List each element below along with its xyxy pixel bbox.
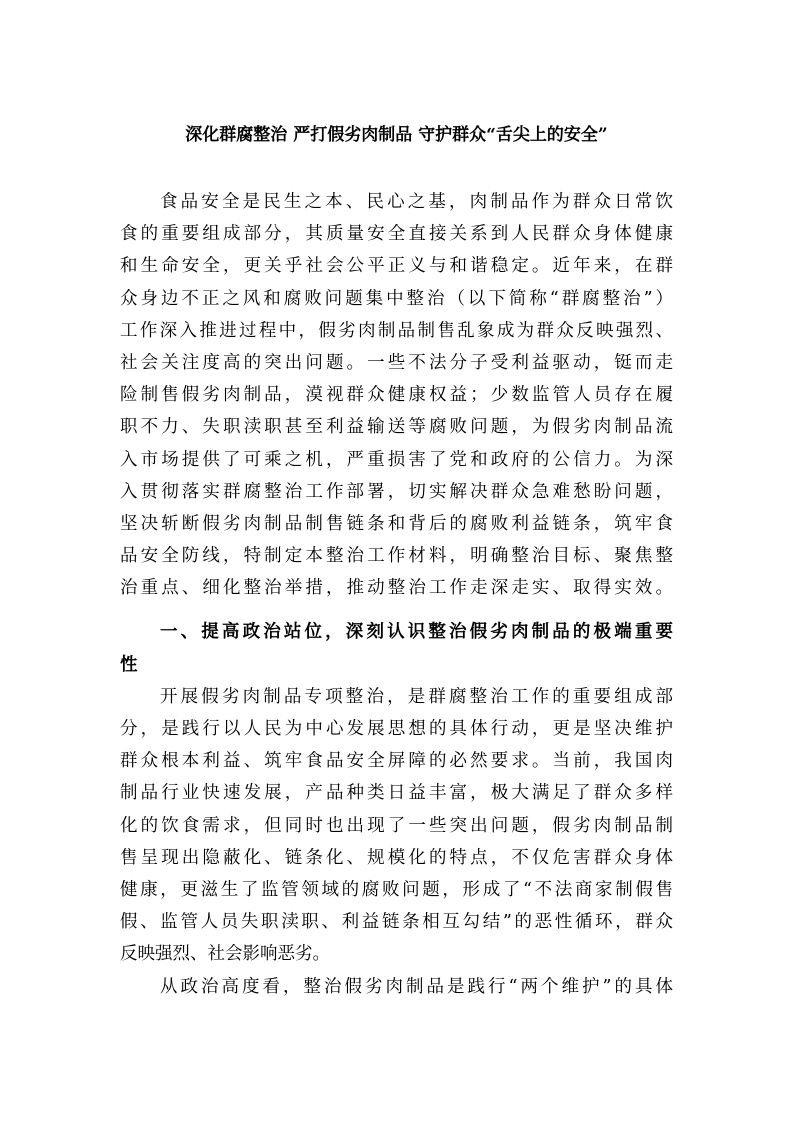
intro-line: 工作深入推进过程中，假劣肉制品制售乱象成为群众反映强烈、 xyxy=(120,320,673,341)
intro-line: 和生命安全，更关乎社会公平正义与和谐稳定。近年来，在群 xyxy=(120,256,673,277)
paragraph-spacer xyxy=(120,604,673,616)
section-1-paragraph-1 xyxy=(120,681,673,971)
intro-line: 众身边不正之风和腐败问题集中整治（以下简称“群腐整治”） xyxy=(120,288,673,309)
intro-line: 食品安全是民生之本、民心之基，肉制品作为群众日常饮 xyxy=(160,192,673,212)
paragraph-line: 健康，更滋生了监管领域的腐败问题，形成了“不法商家制假售 xyxy=(120,879,673,900)
intro-line: 坚决斩断假劣肉制品制售链条和背后的腐败利益链条，筑牢食 xyxy=(120,513,673,534)
intro-line: 险制售假劣肉制品，漠视群众健康权益；少数监管人员存在履 xyxy=(120,385,673,406)
intro-line: 职不力、失职渎职甚至利益输送等腐败问题，为假劣肉制品流 xyxy=(120,417,673,438)
intro-line: 入贯彻落实群腐整治工作部署，切实解决群众急难愁盼问题， xyxy=(120,481,673,502)
intro-line: 食的重要组成部分，其质量安全直接关系到人民群众身体健康 xyxy=(120,224,673,245)
paragraph-line: 假、监管人员失职渎职、利益链条相互勾结”的恶性循环，群众 xyxy=(120,912,673,933)
paragraph-line: 从政治高度看，整治假劣肉制品是践行“两个维护”的具体 xyxy=(160,976,673,997)
paragraph-line: 群众根本利益、筑牢食品安全屏障的必然要求。当前，我国肉 xyxy=(120,751,673,772)
document-title: 深化群腐整治 严打假劣肉制品 守护群众“舌尖上的安全” xyxy=(185,125,608,145)
intro-line: 社会关注度高的突出问题。一些不法分子受利益驱动，铤而走 xyxy=(120,352,673,373)
paragraph-line: 分，是践行以人民为中心发展思想的具体行动，更是坚决维护 xyxy=(120,719,673,739)
intro-line: 治重点、细化整治举措，推动整治工作走深走实、取得实效。 xyxy=(120,578,673,599)
section-heading-1 xyxy=(120,616,673,680)
document-body xyxy=(120,186,673,1003)
section-heading-line: 性 xyxy=(120,654,138,675)
intro-line: 入市场提供了可乘之机，严重损害了党和政府的公信力。为深 xyxy=(120,449,673,470)
intro-line: 品安全防线，特制定本整治工作材料，明确整治目标、聚焦整 xyxy=(120,546,673,567)
paragraph-line: 化的饮食需求，但同时也出现了一些突出问题，假劣肉制品制 xyxy=(120,815,673,836)
paragraph-line: 开展假劣肉制品专项整治，是群腐整治工作的重要组成部 xyxy=(160,686,673,707)
paragraph-line: 制品行业快速发展，产品种类日益丰富，极大满足了群众多样 xyxy=(120,783,673,804)
section-heading-line: 一、提高政治站位，深刻认识整治假劣肉制品的极端重要 xyxy=(160,622,673,643)
intro-paragraph xyxy=(120,186,673,604)
paragraph-line: 反映强烈、社会影响恶劣。 xyxy=(120,944,330,965)
paragraph-line: 售呈现出隐蔽化、链条化、规模化的特点，不仅危害群众身体 xyxy=(120,847,673,868)
section-1-paragraph-2 xyxy=(120,971,673,1003)
